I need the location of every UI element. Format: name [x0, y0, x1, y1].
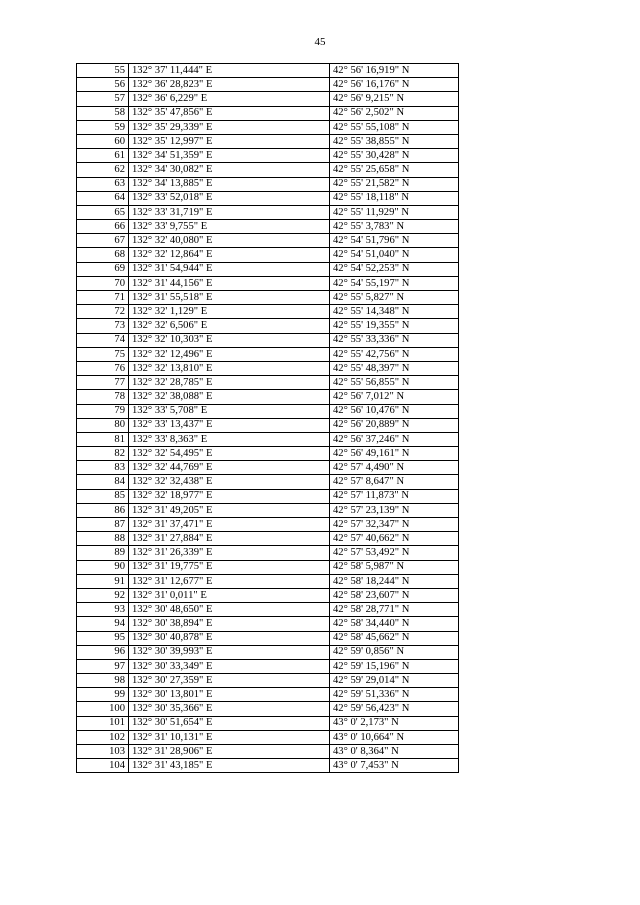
point-number-cell: 60 [77, 134, 129, 148]
longitude-cell: 132° 32' 32,438" E [129, 475, 330, 489]
latitude-cell: 42° 55' 56,855" N [330, 376, 459, 390]
longitude-cell: 132° 30' 48,650" E [129, 603, 330, 617]
point-number-cell: 76 [77, 361, 129, 375]
latitude-cell: 42° 55' 3,783" N [330, 220, 459, 234]
longitude-cell: 132° 36' 28,823" E [129, 78, 330, 92]
table-row [77, 262, 459, 276]
point-number-cell: 91 [77, 574, 129, 588]
latitude-cell: 42° 55' 18,118" N [330, 191, 459, 205]
latitude-cell: 42° 55' 38,855" N [330, 134, 459, 148]
table-row [77, 291, 459, 305]
point-number-cell: 80 [77, 418, 129, 432]
longitude-cell: 132° 32' 28,785" E [129, 376, 330, 390]
point-number-cell: 101 [77, 716, 129, 730]
point-number-cell: 69 [77, 262, 129, 276]
longitude-cell: 132° 31' 12,677" E [129, 574, 330, 588]
table-row [77, 574, 459, 588]
latitude-cell: 42° 54' 52,253" N [330, 262, 459, 276]
table-row [77, 191, 459, 205]
longitude-cell: 132° 33' 9,755" E [129, 220, 330, 234]
table-row [77, 603, 459, 617]
longitude-cell: 132° 32' 54,495" E [129, 447, 330, 461]
longitude-cell: 132° 32' 18,977" E [129, 489, 330, 503]
point-number-cell: 98 [77, 674, 129, 688]
table-row [77, 376, 459, 390]
point-number-cell: 63 [77, 177, 129, 191]
table-row [77, 106, 459, 120]
latitude-cell: 42° 57' 4,490" N [330, 461, 459, 475]
latitude-cell: 42° 54' 51,040" N [330, 248, 459, 262]
longitude-cell: 132° 31' 43,185" E [129, 759, 330, 773]
table-row [77, 631, 459, 645]
longitude-cell: 132° 33' 31,719" E [129, 205, 330, 219]
longitude-cell: 132° 32' 13,810" E [129, 361, 330, 375]
longitude-cell: 132° 32' 10,303" E [129, 333, 330, 347]
table-row [77, 759, 459, 773]
point-number-cell: 84 [77, 475, 129, 489]
table-row [77, 234, 459, 248]
point-number-cell: 86 [77, 503, 129, 517]
table-row [77, 518, 459, 532]
latitude-cell: 42° 54' 51,796" N [330, 234, 459, 248]
table-row [77, 177, 459, 191]
table-row [77, 220, 459, 234]
table-row [77, 390, 459, 404]
table-row [77, 546, 459, 560]
latitude-cell: 42° 56' 49,161" N [330, 447, 459, 461]
longitude-cell: 132° 30' 51,654" E [129, 716, 330, 730]
latitude-cell: 42° 57' 23,139" N [330, 503, 459, 517]
latitude-cell: 42° 55' 25,658" N [330, 163, 459, 177]
point-number-cell: 62 [77, 163, 129, 177]
point-number-cell: 102 [77, 730, 129, 744]
latitude-cell: 42° 58' 18,244" N [330, 574, 459, 588]
latitude-cell: 42° 59' 15,196" N [330, 659, 459, 673]
table-row [77, 276, 459, 290]
table-row [77, 149, 459, 163]
longitude-cell: 132° 33' 5,708" E [129, 404, 330, 418]
table-row [77, 432, 459, 446]
table-row [77, 447, 459, 461]
table-row [77, 503, 459, 517]
latitude-cell: 42° 56' 10,476" N [330, 404, 459, 418]
table-row [77, 404, 459, 418]
point-number-cell: 74 [77, 333, 129, 347]
latitude-cell: 42° 55' 19,355" N [330, 319, 459, 333]
longitude-cell: 132° 32' 1,129" E [129, 305, 330, 319]
point-number-cell: 85 [77, 489, 129, 503]
latitude-cell: 42° 55' 21,582" N [330, 177, 459, 191]
table-row [77, 645, 459, 659]
point-number-cell: 58 [77, 106, 129, 120]
point-number-cell: 61 [77, 149, 129, 163]
point-number-cell: 104 [77, 759, 129, 773]
longitude-cell: 132° 33' 13,437" E [129, 418, 330, 432]
longitude-cell: 132° 31' 10,131" E [129, 730, 330, 744]
point-number-cell: 59 [77, 120, 129, 134]
table-row [77, 702, 459, 716]
table-row [77, 248, 459, 262]
latitude-cell: 42° 59' 0,856" N [330, 645, 459, 659]
point-number-cell: 56 [77, 78, 129, 92]
latitude-cell: 42° 59' 29,014" N [330, 674, 459, 688]
table-row [77, 489, 459, 503]
latitude-cell: 42° 59' 56,423" N [330, 702, 459, 716]
table-row [77, 92, 459, 106]
point-number-cell: 87 [77, 518, 129, 532]
latitude-cell: 42° 58' 28,771" N [330, 603, 459, 617]
table-row [77, 730, 459, 744]
table-row [77, 461, 459, 475]
longitude-cell: 132° 32' 12,496" E [129, 347, 330, 361]
longitude-cell: 132° 31' 28,906" E [129, 745, 330, 759]
table-row [77, 347, 459, 361]
point-number-cell: 92 [77, 588, 129, 602]
latitude-cell: 42° 55' 11,929" N [330, 205, 459, 219]
table-row [77, 418, 459, 432]
longitude-cell: 132° 31' 19,775" E [129, 560, 330, 574]
point-number-cell: 83 [77, 461, 129, 475]
point-number-cell: 88 [77, 532, 129, 546]
page-number: 45 [314, 36, 326, 48]
point-number-cell: 72 [77, 305, 129, 319]
longitude-cell: 132° 30' 38,894" E [129, 617, 330, 631]
longitude-cell: 132° 37' 11,444" E [129, 64, 330, 78]
latitude-cell: 42° 59' 51,336" N [330, 688, 459, 702]
point-number-cell: 77 [77, 376, 129, 390]
point-number-cell: 81 [77, 432, 129, 446]
longitude-cell: 132° 35' 12,997" E [129, 134, 330, 148]
point-number-cell: 71 [77, 291, 129, 305]
point-number-cell: 96 [77, 645, 129, 659]
latitude-cell: 42° 57' 32,347" N [330, 518, 459, 532]
latitude-cell: 42° 56' 9,215" N [330, 92, 459, 106]
longitude-cell: 132° 31' 55,518" E [129, 291, 330, 305]
longitude-cell: 132° 30' 40,878" E [129, 631, 330, 645]
table-row [77, 134, 459, 148]
longitude-cell: 132° 31' 27,884" E [129, 532, 330, 546]
point-number-cell: 93 [77, 603, 129, 617]
latitude-cell: 43° 0' 10,664" N [330, 730, 459, 744]
longitude-cell: 132° 34' 30,082" E [129, 163, 330, 177]
longitude-cell: 132° 32' 6,506" E [129, 319, 330, 333]
table-row [77, 120, 459, 134]
latitude-cell: 42° 55' 33,336" N [330, 333, 459, 347]
point-number-cell: 67 [77, 234, 129, 248]
longitude-cell: 132° 30' 27,359" E [129, 674, 330, 688]
longitude-cell: 132° 33' 52,018" E [129, 191, 330, 205]
point-number-cell: 94 [77, 617, 129, 631]
longitude-cell: 132° 31' 26,339" E [129, 546, 330, 560]
latitude-cell: 42° 55' 30,428" N [330, 149, 459, 163]
latitude-cell: 43° 0' 2,173" N [330, 716, 459, 730]
longitude-cell: 132° 36' 6,229" E [129, 92, 330, 106]
longitude-cell: 132° 32' 44,769" E [129, 461, 330, 475]
point-number-cell: 82 [77, 447, 129, 461]
point-number-cell: 103 [77, 745, 129, 759]
table-row [77, 319, 459, 333]
point-number-cell: 75 [77, 347, 129, 361]
latitude-cell: 42° 55' 14,348" N [330, 305, 459, 319]
longitude-cell: 132° 31' 0,011" E [129, 588, 330, 602]
latitude-cell: 42° 56' 2,502" N [330, 106, 459, 120]
point-number-cell: 100 [77, 702, 129, 716]
latitude-cell: 42° 57' 11,873" N [330, 489, 459, 503]
longitude-cell: 132° 35' 29,339" E [129, 120, 330, 134]
table-row [77, 674, 459, 688]
longitude-cell: 132° 35' 47,856" E [129, 106, 330, 120]
longitude-cell: 132° 34' 13,885" E [129, 177, 330, 191]
point-number-cell: 68 [77, 248, 129, 262]
latitude-cell: 43° 0' 8,364" N [330, 745, 459, 759]
table-row [77, 78, 459, 92]
latitude-cell: 42° 58' 23,607" N [330, 588, 459, 602]
latitude-cell: 42° 56' 7,012" N [330, 390, 459, 404]
table-row [77, 659, 459, 673]
table-row [77, 617, 459, 631]
latitude-cell: 42° 56' 37,246" N [330, 432, 459, 446]
table-row [77, 361, 459, 375]
latitude-cell: 42° 55' 48,397" N [330, 361, 459, 375]
longitude-cell: 132° 34' 51,359" E [129, 149, 330, 163]
coordinates-table-body [77, 64, 459, 773]
longitude-cell: 132° 33' 8,363" E [129, 432, 330, 446]
latitude-cell: 42° 57' 8,647" N [330, 475, 459, 489]
table-row [77, 64, 459, 78]
table-row [77, 560, 459, 574]
latitude-cell: 42° 57' 40,662" N [330, 532, 459, 546]
longitude-cell: 132° 30' 33,349" E [129, 659, 330, 673]
point-number-cell: 70 [77, 276, 129, 290]
latitude-cell: 42° 54' 55,197" N [330, 276, 459, 290]
longitude-cell: 132° 32' 40,080" E [129, 234, 330, 248]
longitude-cell: 132° 31' 54,944" E [129, 262, 330, 276]
point-number-cell: 66 [77, 220, 129, 234]
table-row [77, 588, 459, 602]
latitude-cell: 42° 56' 20,889" N [330, 418, 459, 432]
point-number-cell: 99 [77, 688, 129, 702]
latitude-cell: 43° 0' 7,453" N [330, 759, 459, 773]
point-number-cell: 97 [77, 659, 129, 673]
latitude-cell: 42° 55' 5,827" N [330, 291, 459, 305]
longitude-cell: 132° 32' 38,088" E [129, 390, 330, 404]
latitude-cell: 42° 58' 34,440" N [330, 617, 459, 631]
point-number-cell: 78 [77, 390, 129, 404]
longitude-cell: 132° 31' 49,205" E [129, 503, 330, 517]
latitude-cell: 42° 58' 45,662" N [330, 631, 459, 645]
latitude-cell: 42° 56' 16,919" N [330, 64, 459, 78]
point-number-cell: 57 [77, 92, 129, 106]
table-row [77, 532, 459, 546]
point-number-cell: 73 [77, 319, 129, 333]
table-row [77, 333, 459, 347]
point-number-cell: 65 [77, 205, 129, 219]
table-row [77, 745, 459, 759]
latitude-cell: 42° 58' 5,987" N [330, 560, 459, 574]
longitude-cell: 132° 30' 35,366" E [129, 702, 330, 716]
point-number-cell: 90 [77, 560, 129, 574]
table-row [77, 205, 459, 219]
point-number-cell: 95 [77, 631, 129, 645]
point-number-cell: 79 [77, 404, 129, 418]
longitude-cell: 132° 32' 12,864" E [129, 248, 330, 262]
longitude-cell: 132° 30' 13,801" E [129, 688, 330, 702]
table-row [77, 688, 459, 702]
table-row [77, 163, 459, 177]
latitude-cell: 42° 55' 42,756" N [330, 347, 459, 361]
table-row [77, 475, 459, 489]
table-row [77, 305, 459, 319]
table-row [77, 716, 459, 730]
latitude-cell: 42° 56' 16,176" N [330, 78, 459, 92]
latitude-cell: 42° 57' 53,492" N [330, 546, 459, 560]
latitude-cell: 42° 55' 55,108" N [330, 120, 459, 134]
longitude-cell: 132° 30' 39,993" E [129, 645, 330, 659]
point-number-cell: 55 [77, 64, 129, 78]
longitude-cell: 132° 31' 37,471" E [129, 518, 330, 532]
point-number-cell: 89 [77, 546, 129, 560]
coordinates-table [76, 63, 459, 773]
longitude-cell: 132° 31' 44,156" E [129, 276, 330, 290]
point-number-cell: 64 [77, 191, 129, 205]
